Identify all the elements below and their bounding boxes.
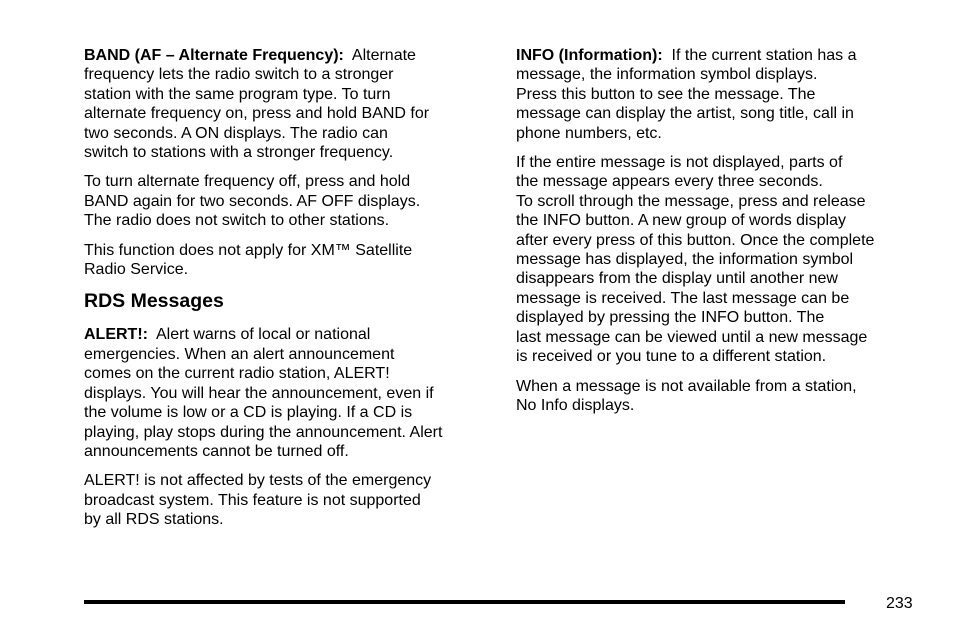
af-off-paragraph: To turn alternate frequency off, press and hold BAND again for two seconds. AF OFF displays. The radio does not switch to other stations. bbox=[84, 173, 421, 230]
info-paragraph: INFO (Information): If the current station has a message, the information symbol displays. Press this button to see the message. The message can display the artist, song title, call in phone numbers, etc. bbox=[516, 47, 857, 142]
info-label: INFO (Information): bbox=[516, 47, 663, 64]
alert-test-paragraph: ALERT! is not affected by tests of the emergency broadcast system. This feature is not supported by all RDS stations. bbox=[84, 472, 432, 529]
band-paragraph: BAND (AF – Alternate Frequency): Alternate frequency lets the radio switch to a stronger station with the same program type. To turn alternate frequency on, press and hold BAND for two seconds. A ON displays. The radio can switch to stations with a stronger frequency. bbox=[84, 47, 430, 162]
no-info-paragraph: When a message is not available from a station, No Info displays. bbox=[516, 377, 857, 414]
band-label: BAND (AF – Alternate Frequency): bbox=[84, 47, 344, 64]
alert-label: ALERT!: bbox=[84, 326, 148, 344]
page-number: 233 bbox=[886, 595, 913, 612]
section-heading: RDS Messages bbox=[84, 290, 224, 313]
footer-rule bbox=[84, 600, 845, 604]
left-column bbox=[84, 46, 492, 540]
xm-paragraph: This function does not apply for XM™ Satellite Radio Service. bbox=[84, 241, 413, 279]
alert-paragraph: ALERT!: Alert warns of local or national emergencies. When an alert announcement comes on the current radio station, ALERT! displays. You will hear the announcement, even if the volume is low or a CD is playing. If a CD is playing, play stops during the announcement. Alert announcements cannot be turned off. bbox=[84, 326, 443, 460]
scroll-paragraph: If the entire message is not displayed, parts of the message appears every three seconds. To scroll through the message, press and release the INFO button. A new group of words display after every press of this button. Once the complete message has displayed, the information symbol disappears from the display until another new message is received. The last message can be displayed by pressing the INFO button. The last message can be viewed until a new message is received or you tune to a different station. bbox=[516, 154, 875, 366]
right-column bbox=[516, 46, 926, 425]
